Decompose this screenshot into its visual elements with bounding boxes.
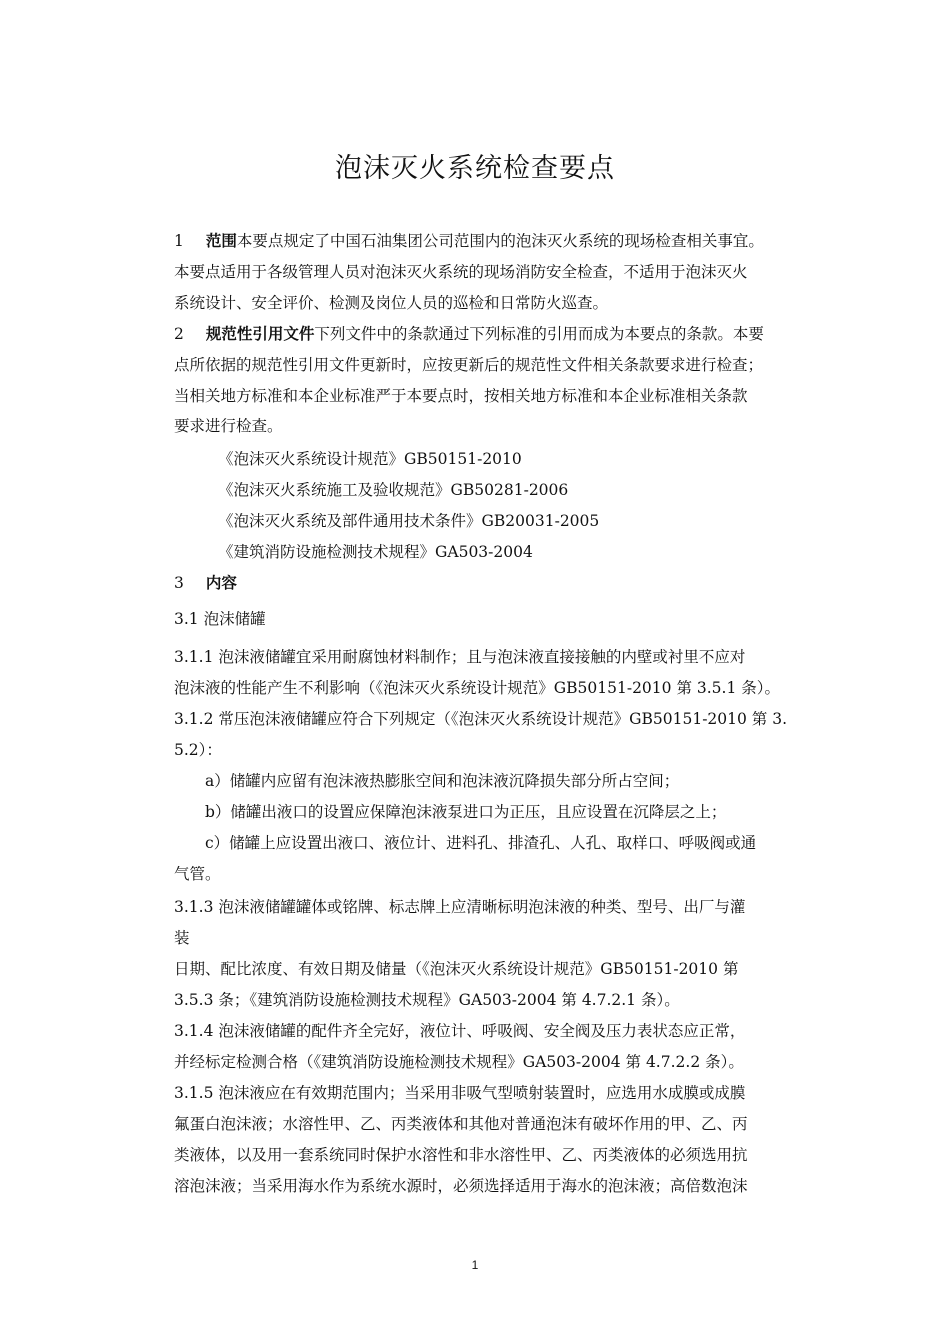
body-line: 类液体，以及用一套系统同时保护水溶性和非水溶性甲、乙、丙类液体的必须选用抗 — [174, 1146, 748, 1164]
body-line: 3.1.5 泡沫液应在有效期范围内；当采用非吸气型喷射装置时，应选用水成膜或成膜 — [174, 1084, 746, 1102]
reference-item: 《建筑消防设施检测技术规程》GA503-2004 — [218, 543, 533, 561]
section-1-text-2: 本要点适用于各级管理人员对泡沫灭火系统的现场消防安全检查，不适用于泡沫灭火 — [174, 263, 748, 281]
section-1-text-3: 系统设计、安全评价、检测及岗位人员的巡检和日常防火巡查。 — [174, 294, 609, 312]
body-line: 3.1.4 泡沫液储罐的配件齐全完好，液位计、呼吸阀、安全阀及压力表状态应正常， — [174, 1022, 746, 1040]
list-item: a）储罐内应留有泡沫液热膨胀空间和泡沫液沉降损失部分所占空间； — [205, 772, 680, 790]
body-line: 装 — [174, 929, 190, 947]
page-title: 泡沫灭火系统检查要点 — [335, 153, 615, 184]
section-1-line-1 — [174, 231, 764, 251]
body-line: 泡沫液的性能产生不利影响（《泡沫灭火系统设计规范》GB50151-2010 第 3.5.1 条）。 — [174, 679, 780, 697]
body-line: 日期、配比浓度、有效日期及储量（《泡沫灭火系统设计规范》GB50151-2010 第 — [174, 960, 739, 978]
body-line: 氟蛋白泡沫液；水溶性甲、乙、丙类液体和其他对普通泡沫有破坏作用的甲、乙、丙 — [174, 1115, 748, 1133]
body-line: 气管。 — [174, 865, 221, 883]
body-line: 5.2）： — [174, 741, 222, 759]
page-number: 1 — [471, 1258, 479, 1272]
section-2-number: 2 — [174, 325, 184, 343]
section-2-heading: 规范性引用文件 — [205, 324, 315, 343]
list-item: b）储罐出液口的设置应保障泡沫液泵进口为正压，且应设置在沉降层之上； — [205, 803, 727, 821]
body-line: 并经标定检测合格（《建筑消防设施检测技术规程》GA503-2004 第 4.7.2.2 条）。 — [174, 1053, 744, 1071]
section-2-text-2: 点所依据的规范性引用文件更新时，应按更新后的规范性文件相关条款要求进行检查； — [174, 356, 764, 374]
section-2-text-4: 要求进行检查。 — [174, 417, 283, 435]
body-line: 3.1.2 常压泡沫液储罐应符合下列规定（《泡沫灭火系统设计规范》GB50151-2010 第 3. — [174, 710, 788, 728]
section-1-heading: 范围 — [205, 231, 237, 250]
section-1-number: 1 — [174, 232, 184, 250]
list-item: c）储罐上应设置出液口、液位计、进料孔、排渣孔、人孔、取样口、呼吸阀或通 — [205, 834, 757, 852]
body-line: 3.1.3 泡沫液储罐罐体或铭牌、标志牌上应清晰标明泡沫液的种类、型号、出厂与灌 — [174, 898, 746, 916]
section-2-line-1 — [174, 324, 764, 344]
section-1-text-1: 本要点规定了中国石油集团公司范围内的泡沫灭火系统的现场检查相关事宜。 — [236, 232, 764, 250]
reference-item: 《泡沫灭火系统设计规范》GB50151-2010 — [218, 450, 522, 468]
section-2-text-3: 当相关地方标准和本企业标准严于本要点时，按相关地方标准和本企业标准相关条款 — [174, 387, 748, 405]
section-3-number: 3 — [174, 574, 184, 592]
body-line: 3.5.3 条；《建筑消防设施检测技术规程》GA503-2004 第 4.7.2.1 条）。 — [174, 991, 680, 1009]
reference-item: 《泡沫灭火系统及部件通用技术条件》GB20031-2005 — [218, 512, 600, 530]
section-3-heading: 内容 — [205, 573, 237, 592]
section-3-line — [174, 573, 237, 593]
body-line: 溶泡沫液；当采用海水作为系统水源时，必须选择适用于海水的泡沫液；高倍数泡沫 — [174, 1177, 748, 1195]
reference-item: 《泡沫灭火系统施工及验收规范》GB50281-2006 — [218, 481, 569, 499]
body-line: 3.1.1 泡沫液储罐宜采用耐腐蚀材料制作；且与泡沫液直接接触的内壁或衬里不应对 — [174, 648, 746, 666]
subsection-3-1-heading: 3.1 泡沫储罐 — [174, 610, 266, 628]
section-2-text-1: 下列文件中的条款通过下列标准的引用而成为本要点的条款。本要 — [314, 325, 764, 343]
